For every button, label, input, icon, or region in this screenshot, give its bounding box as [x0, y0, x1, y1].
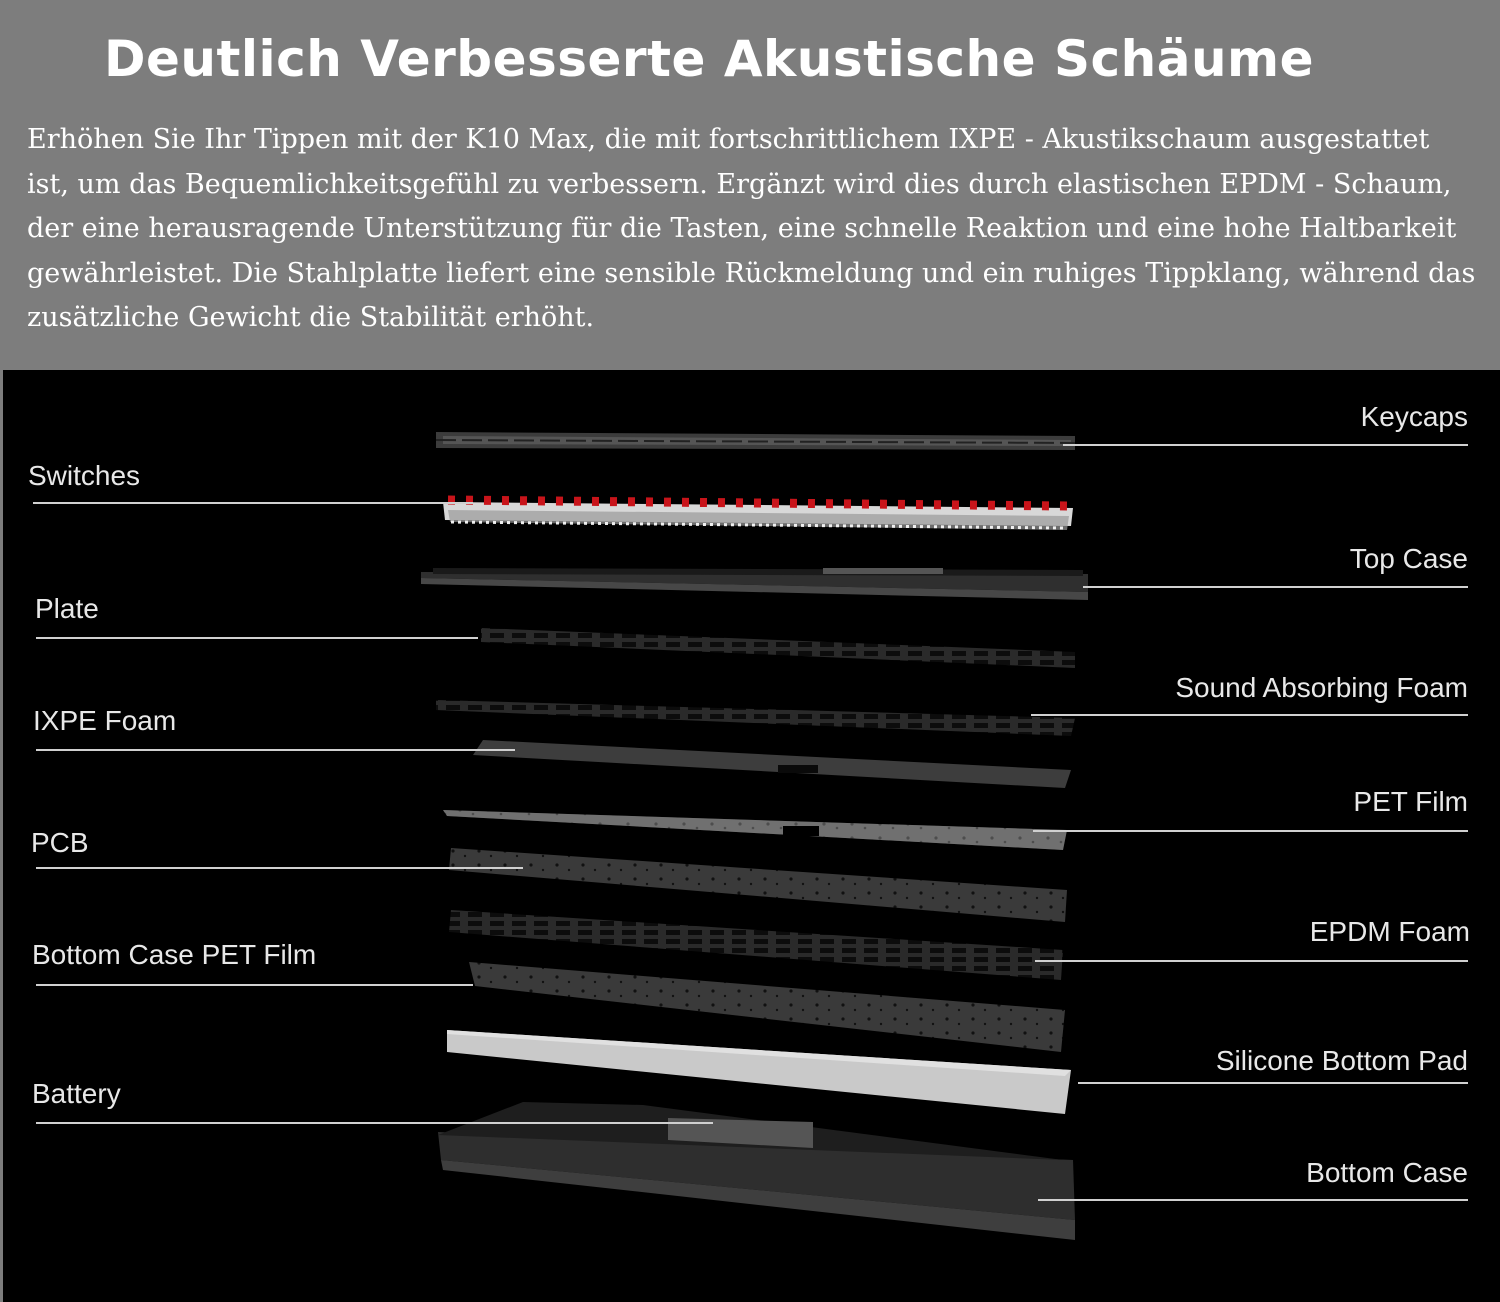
label-sound-absorbing-foam: Sound Absorbing Foam — [1175, 672, 1468, 703]
pcb-layer — [449, 848, 1067, 922]
top-case-layer — [421, 568, 1088, 600]
header-banner — [0, 0, 1500, 370]
sound-absorbing-foam-layer — [436, 700, 1075, 736]
plate-layer — [481, 628, 1075, 668]
keycaps-layer — [436, 432, 1075, 450]
silicone-bottom-pad-layer — [447, 1030, 1071, 1114]
label-battery: Battery — [32, 1078, 121, 1109]
exploded-layers-illustration — [3, 370, 1500, 1302]
label-keycaps: Keycaps — [1360, 401, 1468, 432]
exploded-keyboard-diagram — [3, 370, 1500, 1302]
label-bottom-case-pet-film: Bottom Case PET Film — [32, 939, 317, 970]
intro-paragraph: Erhöhen Sie Ihr Tippen mit der K10 Max, die mit fortschrittlichem IXPE - Akustikschaum ausgestattet ist, um das Bequemlichkeitsgefühl zu verbessern. Ergänzt wird dies durch elastischen EPDM - Schaum, der eine herausragende Unterstützung für die Tasten, eine schnelle Reaktion und eine hohe Haltbarkeit gewährleistet. Die Stahlplatte liefert eine sensible Rückmeldung und ein ruhiges Tippklang, während das zusätzliche Gewicht die Stabilität erhöht. — [27, 124, 1476, 333]
page-title — [0, 30, 1418, 88]
ixpe-foam-layer — [473, 740, 1071, 788]
label-ixpe-foam: IXPE Foam — [33, 705, 177, 736]
label-plate: Plate — [35, 593, 99, 624]
label-silicone-bottom-pad: Silicone Bottom Pad — [1215, 1045, 1468, 1076]
label-switches: Switches — [28, 460, 141, 491]
switches-layer — [443, 500, 1073, 530]
label-epdm-foam: EPDM Foam — [1309, 916, 1470, 947]
page-title-text: Deutlich Verbesserte Akustische Schäume — [103, 30, 1315, 88]
label-bottom-case: Bottom Case — [1306, 1157, 1468, 1188]
label-pet-film: PET Film — [1353, 786, 1468, 817]
label-top-case: Top Case — [1349, 543, 1468, 574]
label-pcb: PCB — [31, 827, 89, 858]
